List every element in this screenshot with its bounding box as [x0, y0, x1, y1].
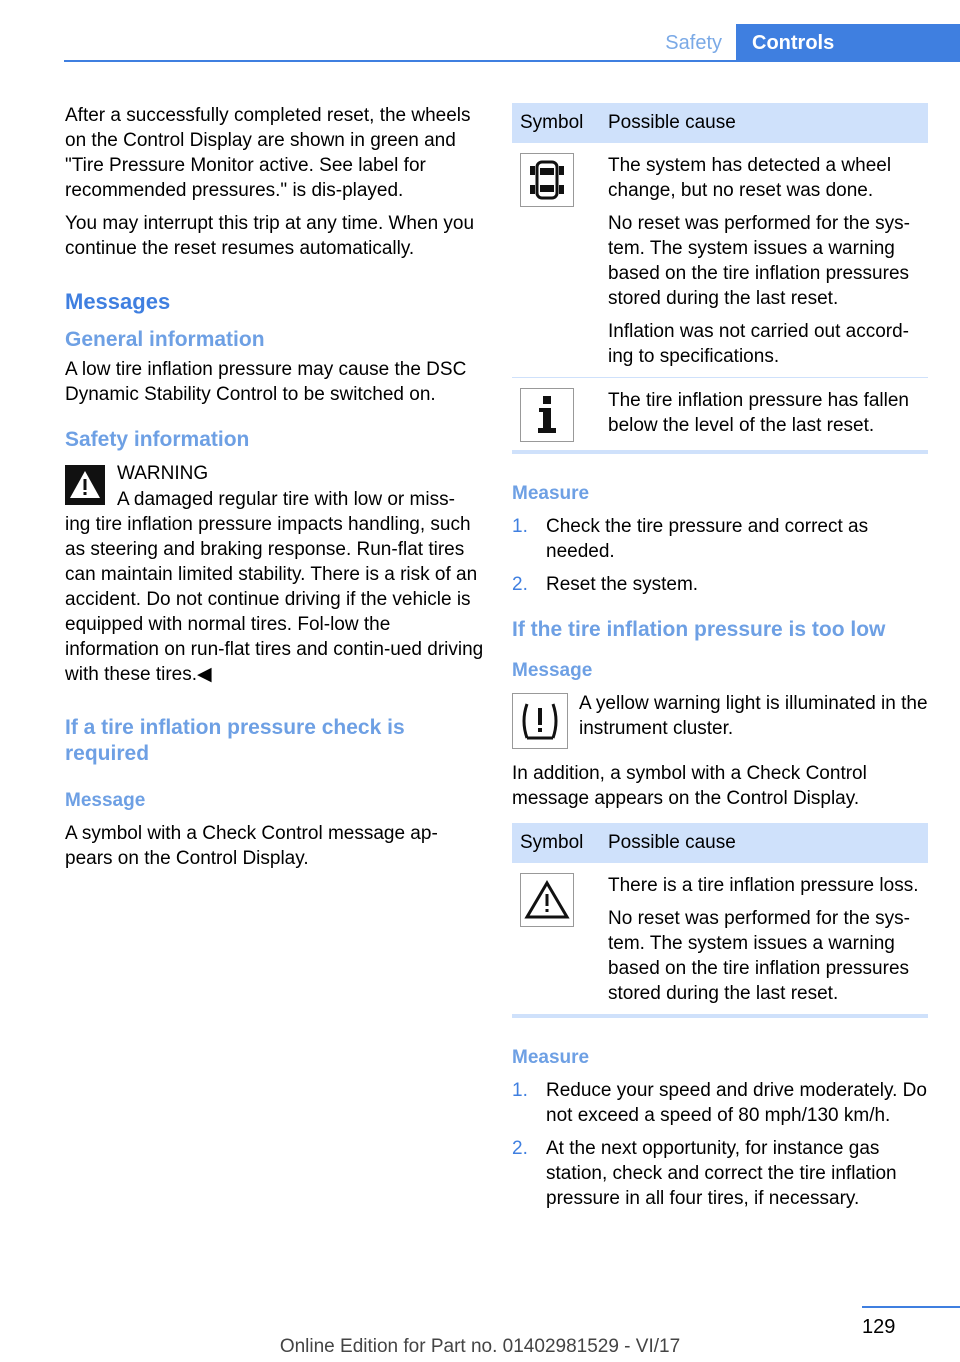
- step-text: Check the tire pressure and correct as needed.: [546, 516, 869, 562]
- list-item: [512, 514, 928, 564]
- column-header-symbol: Symbol: [512, 103, 600, 143]
- column-header-possible-cause: Possible cause: [600, 823, 928, 863]
- cause-text: No reset was performed for the sys‐tem. The system issues a warning based on the tire inflation pressures stored during the last reset.: [608, 908, 910, 1004]
- table-header-row: [512, 103, 928, 143]
- table-row: [512, 378, 928, 453]
- section-tab-controls: Controls: [736, 24, 960, 62]
- step-number: 1.: [512, 1080, 528, 1101]
- tire-pressure-warning-icon: [512, 693, 568, 749]
- warning-triangle-icon: [520, 873, 574, 927]
- step-text: Reset the system.: [546, 574, 699, 595]
- heading-message: Message: [65, 790, 146, 811]
- section-tab-safety: Safety: [665, 32, 722, 54]
- heading-measure: Measure: [512, 483, 590, 504]
- footer-rule: [862, 1306, 960, 1308]
- cause-text: The system has detected a wheel change, but no reset was done.: [608, 155, 892, 201]
- page-header: [64, 24, 960, 62]
- symbol-cell: [512, 863, 600, 1016]
- heading-safety-information: Safety information: [65, 428, 250, 451]
- cause-text: The tire inflation pressure has fallen below the level of the last reset.: [608, 390, 909, 436]
- intro-paragraph-2: You may interrupt this trip at any time. When you continue the reset resumes automatically.: [65, 213, 475, 259]
- heading-general-information: General information: [65, 328, 265, 351]
- info-icon: [520, 388, 574, 442]
- car-wheels-icon: [520, 153, 574, 207]
- cause-text: Inflation was not carried out accord‐ing to specifications.: [608, 321, 909, 367]
- general-information-text: A low tire inflation pressure may cause the DSC Dynamic Stability Control to be switched on.: [65, 359, 467, 405]
- table-header-row: [512, 823, 928, 863]
- warning-light-row: [512, 691, 928, 749]
- right-column: [512, 103, 928, 1219]
- intro-paragraph-1: After a successfully completed reset, the wheels on the Control Display are shown in green and "Tire Pressure Monitor active. See label for recommended pressures." is dis‐played.: [65, 105, 471, 201]
- heading-pressure-check-required: If a tire inflation pressure check is required: [65, 716, 405, 765]
- step-text: Reduce your speed and drive moderately. Do not exceed a speed of 80 mph/130 km/h.: [546, 1080, 927, 1126]
- step-text: At the next opportunity, for instance gas station, check and correct the tire inflation pressure in all four tires, if necessary.: [546, 1138, 897, 1209]
- warning-block: [65, 461, 485, 512]
- cause-cell: [600, 863, 928, 1016]
- step-number: 1.: [512, 516, 528, 537]
- warning-text: ing tire inflation pressure impacts handling, such as steering and braking response. Run-flat tires can maintain limited stability. There is a risk of an accident. Do not continue driving if the vehicle is equipped with normal tires. Fol‐low the information on run-flat tires and contin‐ued driving with these tires.◀: [65, 514, 484, 685]
- cause-text: There is a tire inflation pressure loss.: [608, 875, 919, 896]
- cause-cell: [600, 143, 928, 378]
- list-item: [512, 572, 928, 597]
- table-row: [512, 143, 928, 378]
- list-item: [512, 1136, 928, 1211]
- warning-text-first-line: A damaged regular tire with low or miss‐: [117, 489, 455, 510]
- column-header-possible-cause: Possible cause: [600, 103, 928, 143]
- edition-footer: Online Edition for Part no. 01402981529 - VI/17: [279, 1336, 681, 1357]
- step-number: 2.: [512, 1138, 528, 1159]
- symbol-table-2: [512, 823, 928, 1018]
- warning-triangle-icon: [65, 465, 105, 505]
- heading-messages: Messages: [65, 289, 171, 314]
- heading-measure: Measure: [512, 1047, 590, 1068]
- list-item: [512, 1078, 928, 1128]
- symbol-cell: [512, 378, 600, 453]
- symbol-cell: [512, 143, 600, 378]
- table-row: [512, 863, 928, 1016]
- heading-pressure-too-low: If the tire inflation pressure is too low: [512, 618, 886, 641]
- heading-message: Message: [512, 660, 593, 681]
- measure-list: [512, 514, 928, 597]
- left-column: [65, 103, 485, 879]
- cause-cell: [600, 378, 928, 453]
- addition-text: In addition, a symbol with a Check Control message appears on the Control Display.: [512, 763, 867, 809]
- cause-text: No reset was performed for the sys‐tem. The system issues a warning based on the tire inflation pressures stored during the last reset.: [608, 213, 910, 309]
- page-number: 129: [862, 1316, 896, 1338]
- message-text: A symbol with a Check Control message ap‐pears on the Control Display.: [65, 823, 438, 869]
- step-number: 2.: [512, 574, 528, 595]
- symbol-table-1: [512, 103, 928, 454]
- header-rule: [64, 60, 960, 62]
- warning-title: WARNING: [117, 463, 209, 484]
- warning-light-text: A yellow warning light is illuminated in the instrument cluster.: [579, 693, 928, 739]
- measure-list: [512, 1078, 928, 1211]
- column-header-symbol: Symbol: [512, 823, 600, 863]
